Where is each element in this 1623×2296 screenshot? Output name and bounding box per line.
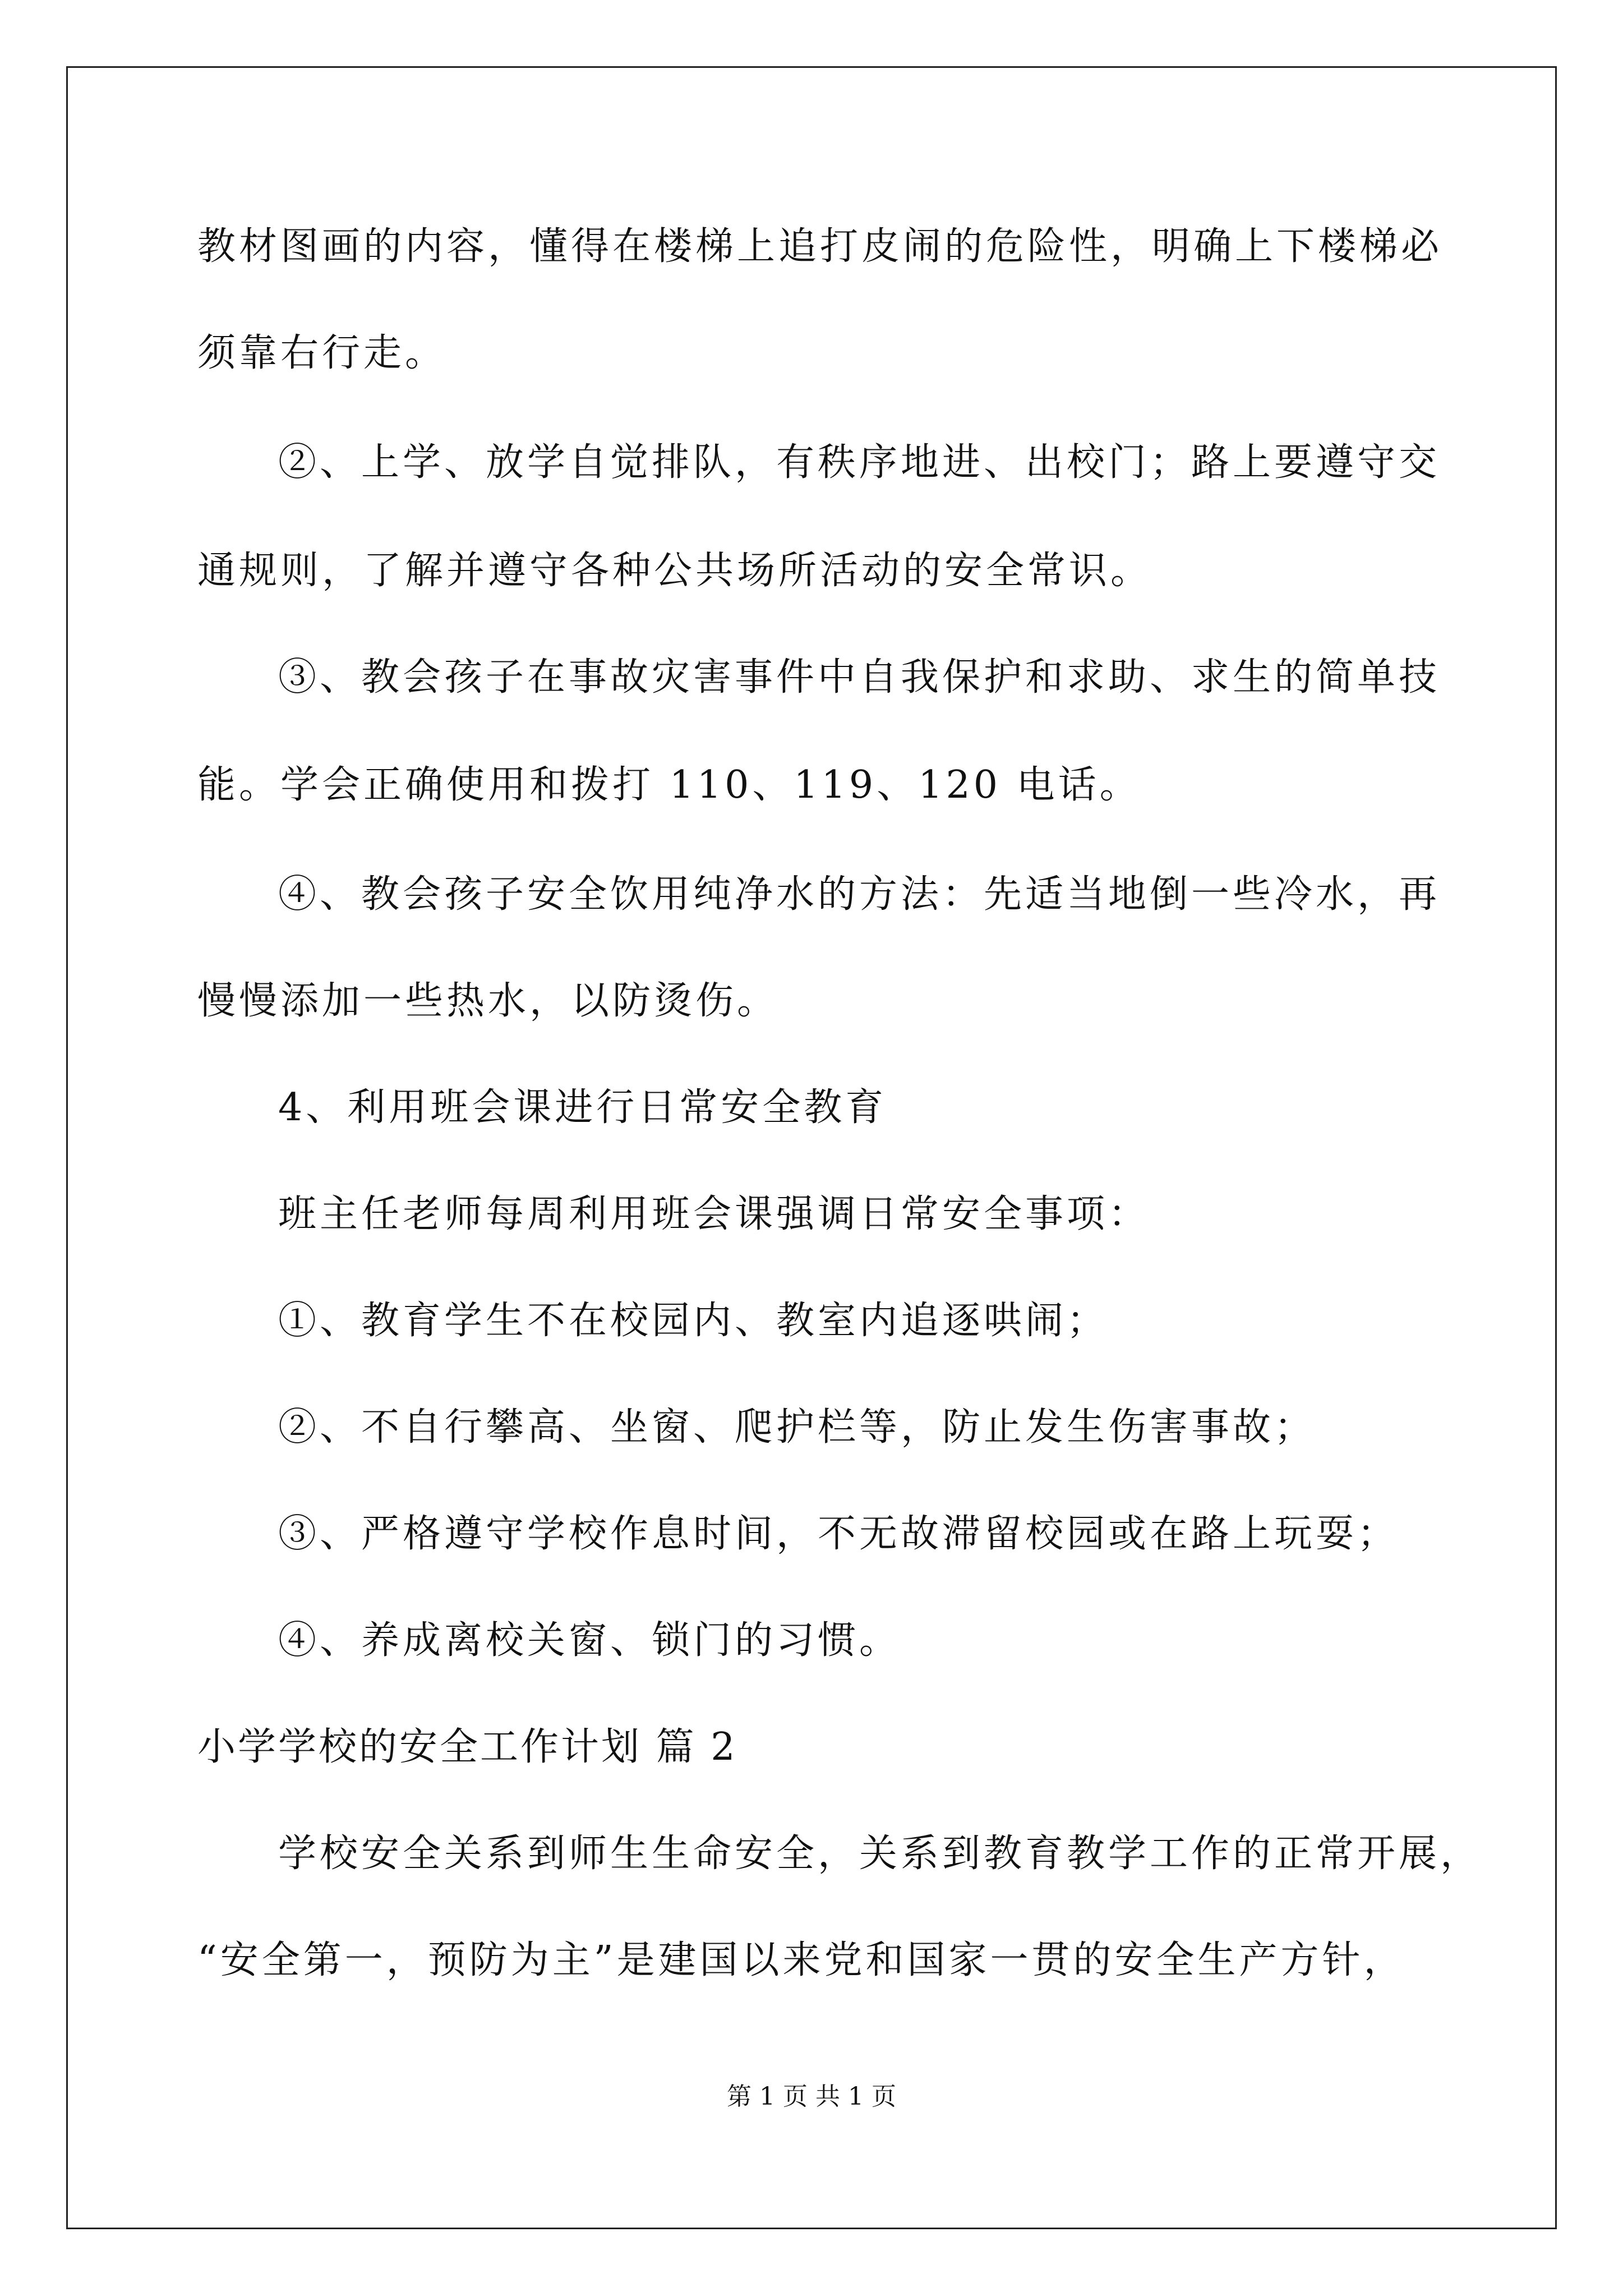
list-item: ①、教育学生不在校园内、教室内追逐哄闹； [278,1299,1109,1343]
section-heading: 小学学校的安全工作计划 篇 2 [197,1725,737,1769]
page-footer: 第 1 页 共 1 页 [727,2082,896,2111]
list-item: ②、不自行攀高、坐窗、爬护栏等，防止发生伤害事故； [278,1405,1316,1450]
paragraph-line: 通规则，了解并遵守各种公共场所活动的安全常识。 [197,549,1152,593]
page-border [66,66,1557,2229]
list-item: ④、养成离校关窗、锁门的习惯。 [278,1618,901,1663]
paragraph-line: 4、利用班会课进行日常安全教育 [278,1085,887,1130]
paragraph-line: ④、教会孩子安全饮用纯净水的方法：先适当地倒一些冷水，再 [278,872,1441,917]
paragraph-line: 学校安全关系到师生生命安全，关系到教育教学工作的正常开展， [278,1832,1482,1876]
paragraph-line: 班主任老师每周利用班会课强调日常安全事项： [278,1192,1150,1236]
paragraph-line: ③、教会孩子在事故灾害事件中自我保护和求助、求生的简单技 [278,655,1441,700]
paragraph-line: ②、上学、放学自觉排队，有秩序地进、出校门；路上要遵守交 [278,440,1441,485]
paragraph-line: “安全第一，预防为主”是建国以来党和国家一贯的安全生产方针， [197,1938,1405,1982]
paragraph-line: 能。学会正确使用和拨打 110、119、120 电话。 [197,763,1141,807]
paragraph-line: 慢慢添加一些热水，以防烫伤。 [197,979,779,1023]
paragraph-line: 须靠右行走。 [197,331,447,375]
list-item: ③、严格遵守学校作息时间，不无故滞留校园或在路上玩耍； [278,1512,1399,1556]
paragraph-line: 教材图画的内容，懂得在楼梯上追打皮闹的危险性，明确上下楼梯必 [197,224,1443,269]
